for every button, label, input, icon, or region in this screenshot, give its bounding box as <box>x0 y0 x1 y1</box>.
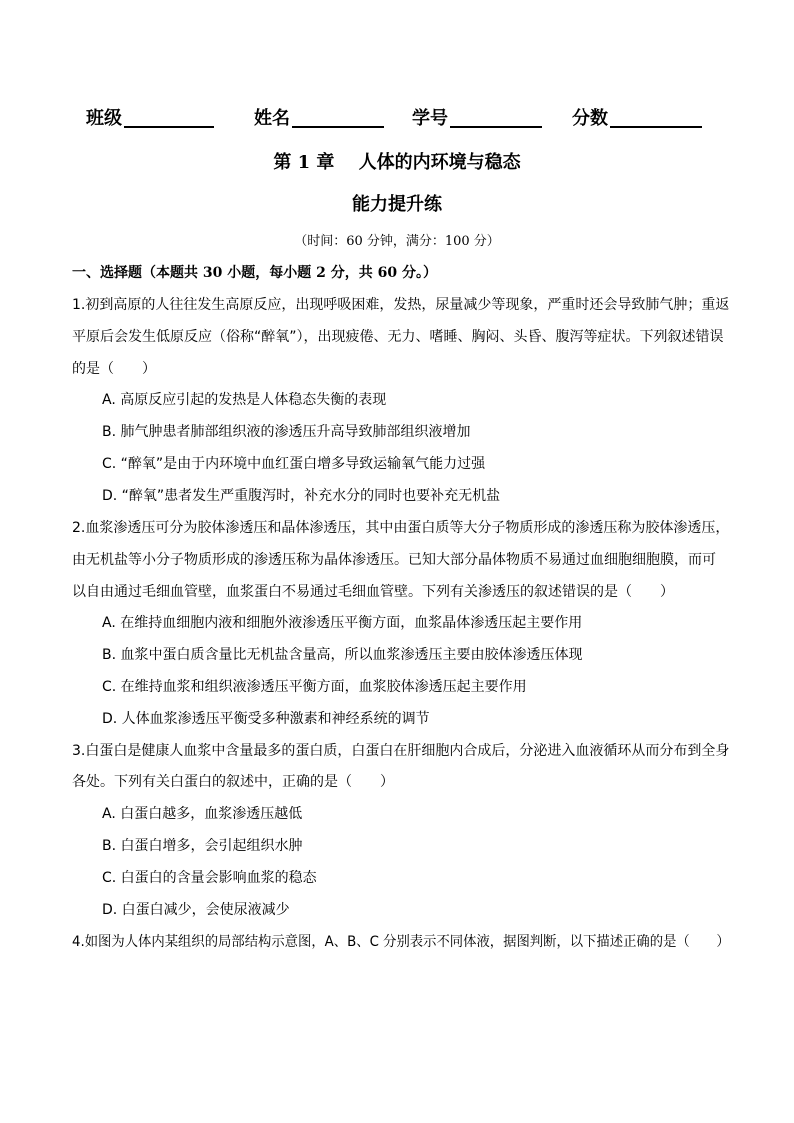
question-line: 平原后会发生低原反应（俗称“醉氧”），出现疲倦、无力、嗜睡、胸闷、头昏、腹泻等症状。下列叙述错误 <box>72 329 724 345</box>
name-label: 姓名 <box>254 108 290 129</box>
subtitle: 能力提升练 <box>352 194 442 215</box>
option-d[interactable]: D. “醉氧”患者发生严重腹泻时，补充水分的同时也要补充无机盐 <box>102 488 501 504</box>
option-c[interactable]: C. 在维持血浆和组织液渗透压平衡方面，血浆胶体渗透压起主要作用 <box>102 679 527 695</box>
option-a[interactable]: A. 在维持血细胞内液和细胞外液渗透压平衡方面，血浆晶体渗透压起主要作用 <box>102 615 583 631</box>
name-blank[interactable] <box>292 106 384 128</box>
option-b[interactable]: B. 血浆中蛋白质含量比无机盐含量高，所以血浆渗透压主要由胶体渗透压体现 <box>102 647 583 663</box>
question-line: 各处。下列有关白蛋白的叙述中，正确的是（ ） <box>72 774 394 790</box>
option-a[interactable]: A. 白蛋白越多，血浆渗透压越低 <box>102 806 303 822</box>
score-field <box>572 104 702 130</box>
option-a[interactable]: A. 高原反应引起的发热是人体稳态失衡的表现 <box>102 392 387 408</box>
student-id-field <box>412 104 542 130</box>
score-label: 分数 <box>572 108 608 129</box>
question-line: 以自由通过毛细血管壁，血浆蛋白不易通过毛细血管壁。下列有关渗透压的叙述错误的是（ ） <box>72 584 674 600</box>
question-line: 3.白蛋白是健康人血浆中含量最多的蛋白质，白蛋白在肝细胞内合成后，分泌进入血液循环从而分布到全身 <box>72 743 730 759</box>
student-info-row <box>0 104 794 132</box>
name-field <box>254 104 384 130</box>
option-b[interactable]: B. 白蛋白增多，会引起组织水肿 <box>102 838 303 854</box>
option-d[interactable]: D. 白蛋白减少，会使尿液减少 <box>102 902 290 918</box>
question-line: 2.血浆渗透压可分为胶体渗透压和晶体渗透压，其中由蛋白质等大分子物质形成的渗透压称为胶体渗透压， <box>72 520 730 536</box>
question-line: 由无机盐等小分子物质形成的渗透压称为晶体渗透压。已知大部分晶体物质不易通过血细胞细胞膜，而可 <box>72 552 716 568</box>
question-line: 4.如图为人体内某组织的局部结构示意图，A、B、C 分别表示不同体液，据图判断，以下描述正确的是（ ） <box>72 934 730 950</box>
student-id-label: 学号 <box>412 108 448 129</box>
chapter-title: 第 1 章 人体的内环境与稳态 <box>273 152 521 173</box>
time-note: （时间：60 分钟，满分：100 分） <box>294 234 500 249</box>
question-line: 的是（ ） <box>72 361 156 377</box>
class-label: 班级 <box>86 108 122 129</box>
option-b[interactable]: B. 肺气肿患者肺部组织液的渗透压升高导致肺部组织液增加 <box>102 424 471 440</box>
option-c[interactable]: C. 白蛋白的含量会影响血浆的稳态 <box>102 870 317 886</box>
option-c[interactable]: C. “醉氧”是由于内环境中血红蛋白增多导致运输氧气能力过强 <box>102 456 486 472</box>
section-heading: 一、选择题（本题共 30 小题，每小题 2 分，共 60 分。） <box>72 265 437 281</box>
student-id-blank[interactable] <box>450 106 542 128</box>
question-line: 1.初到高原的人往往发生高原反应，出现呼吸困难，发热，尿量减少等现象，严重时还会导致肺气肿；重返 <box>72 297 730 313</box>
class-field <box>86 104 214 130</box>
class-blank[interactable] <box>124 106 214 128</box>
score-blank[interactable] <box>610 106 702 128</box>
option-d[interactable]: D. 人体血浆渗透压平衡受多种激素和神经系统的调节 <box>102 711 430 727</box>
